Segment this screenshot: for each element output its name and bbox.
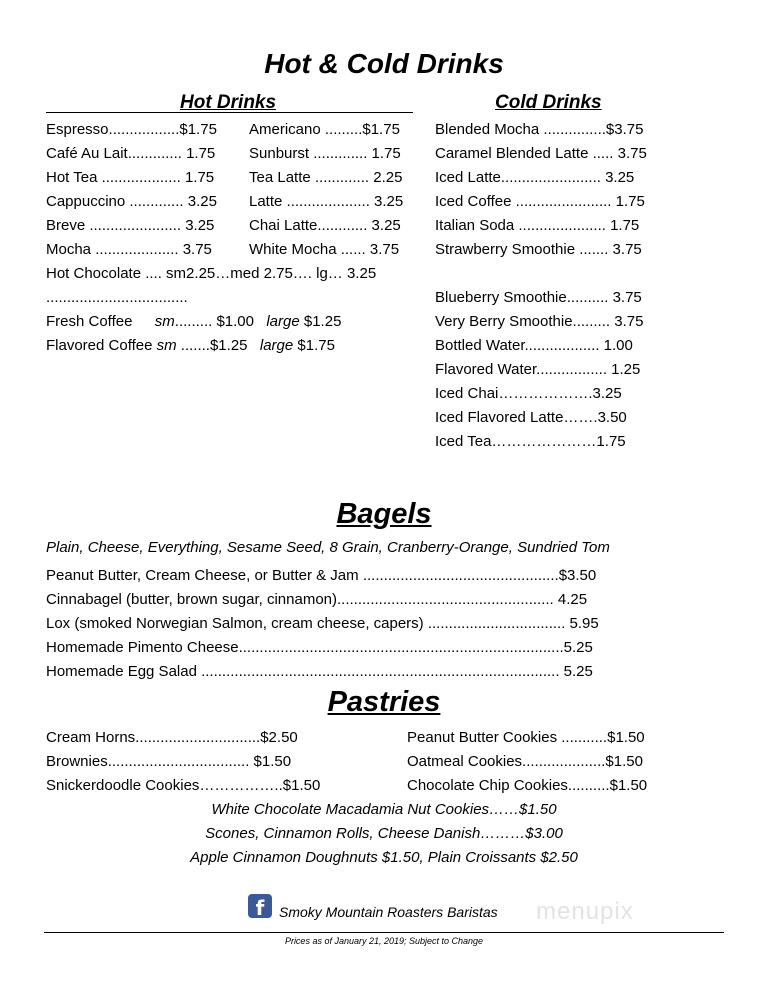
menu-item: Breve ...................... 3.25 xyxy=(46,217,215,234)
watermark-logo: menupix xyxy=(536,898,634,925)
fresh-large-price: $1.25 xyxy=(303,313,342,330)
menu-item: Homemade Pimento Cheese..............................................................................5.25 xyxy=(46,639,593,656)
menu-item: Blueberry Smoothie.......... 3.75 xyxy=(435,289,642,306)
flavored-small-price: .......$1.25 xyxy=(180,337,248,354)
menu-item: Cream Horns..............................$2.50 xyxy=(46,729,298,746)
menu-item: Hot Tea ................... 1.75 xyxy=(46,169,215,186)
pastries-col2 xyxy=(407,726,647,798)
flavored-large-price: $1.75 xyxy=(297,337,335,354)
menu-item: Homemade Egg Salad ...................................................................................... 5.25 xyxy=(46,663,593,680)
pastry-specials xyxy=(0,798,768,870)
special-item: Scones, Cinnamon Rolls, Cheese Danish………$3.00 xyxy=(205,825,563,842)
pastries-col1 xyxy=(46,726,320,798)
cold-drinks-list-2 xyxy=(435,286,643,454)
size-large-label: large xyxy=(259,337,294,354)
cold-drinks-heading: Cold Drinks xyxy=(495,92,602,113)
menu-item: Peanut Butter, Cream Cheese, or Butter & Jam ...............................................$3.50 xyxy=(46,567,597,584)
menu-item: Snickerdoodle Cookies……………..$1.50 xyxy=(46,777,321,794)
menu-item: Oatmeal Cookies....................$1.50 xyxy=(407,753,643,770)
facebook-icon[interactable]: f xyxy=(248,894,272,918)
size-small-label: sm xyxy=(156,337,177,354)
menu-item: Caramel Blended Latte ..... 3.75 xyxy=(435,145,647,162)
menu-item: Very Berry Smoothie......... 3.75 xyxy=(435,313,644,330)
cold-drinks-list-1 xyxy=(435,118,647,262)
bagels-heading: Bagels xyxy=(336,498,432,530)
hot-drinks-col1 xyxy=(46,118,217,262)
menu-item: Iced Coffee ....................... 1.75 xyxy=(435,193,645,210)
menu-item: Peanut Butter Cookies ...........$1.50 xyxy=(407,729,645,746)
menu-item: Iced Flavored Latte…….3.50 xyxy=(435,409,627,426)
pastries-heading: Pastries xyxy=(327,686,441,718)
size-large-label: large xyxy=(266,313,300,330)
size-small-label: sm xyxy=(154,313,175,330)
menu-item: Bottled Water.................. 1.00 xyxy=(435,337,633,354)
menu-item: Brownies.................................. $1.50 xyxy=(46,753,292,770)
brand-name: Smoky Mountain Roasters Baristas xyxy=(279,904,498,920)
menu-item: Lox (smoked Norwegian Salmon, cream cheese, capers) ................................. 5.95 xyxy=(46,615,599,632)
hot-drinks-underline xyxy=(46,112,413,113)
bagel-flavors: Plain, Cheese, Everything, Sesame Seed, 8 Grain, Cranberry-Orange, Sundried Tom xyxy=(46,539,610,556)
menu-item: Italian Soda ..................... 1.75 xyxy=(435,217,640,234)
menu-item: Sunburst ............. 1.75 xyxy=(249,145,401,162)
menu-item: Cappuccino ............. 3.25 xyxy=(46,193,217,210)
menu-item: Blended Mocha ...............$3.75 xyxy=(435,121,644,138)
bagel-list xyxy=(46,564,599,684)
menu-item: Mocha .................... 3.75 xyxy=(46,241,212,258)
special-item: Apple Cinnamon Doughnuts $1.50, Plain Croissants $2.50 xyxy=(190,849,578,866)
fresh-coffee-label: Fresh Coffee xyxy=(46,313,133,330)
menu-item: Americano .........$1.75 xyxy=(249,121,400,138)
menu-item: Iced Chai……………….3.25 xyxy=(435,385,622,402)
menu-item: White Mocha ...... 3.75 xyxy=(249,241,400,258)
flavored-coffee-label: Flavored Coffee xyxy=(46,337,153,354)
hot-chocolate-line: Hot Chocolate .... sm2.25…med 2.75…. lg… 3.25 xyxy=(46,265,377,282)
page-title: Hot & Cold Drinks xyxy=(264,48,504,79)
footer-divider xyxy=(44,932,724,933)
menu-item: Latte .................... 3.25 xyxy=(249,193,404,210)
price-note: Prices as of January 21, 2019; Subject to Change xyxy=(284,936,484,946)
hot-drinks-heading: Hot Drinks xyxy=(180,92,277,113)
dotted-filler: .................................. xyxy=(46,289,188,306)
special-item: White Chocolate Macadamia Nut Cookies……$1.50 xyxy=(211,801,557,818)
fresh-coffee-line xyxy=(46,310,341,334)
menu-item: Espresso.................$1.75 xyxy=(46,121,217,138)
menu-item: Iced Tea…………………1.75 xyxy=(435,433,626,450)
menu-item: Flavored Water................. 1.25 xyxy=(435,361,641,378)
menu-item: Chai Latte............ 3.25 xyxy=(249,217,401,234)
menu-item: Café Au Lait............. 1.75 xyxy=(46,145,216,162)
menu-item: Strawberry Smoothie ....... 3.75 xyxy=(435,241,642,258)
menu-item: Tea Latte ............. 2.25 xyxy=(249,169,403,186)
fresh-small-price: ......... $1.00 xyxy=(174,313,254,330)
hot-drinks-col2 xyxy=(249,118,403,262)
menu-item: Cinnabagel (butter, brown sugar, cinnamon).................................................... 4.25 xyxy=(46,591,588,608)
flavored-coffee-line xyxy=(46,334,335,358)
menu-item: Chocolate Chip Cookies..........$1.50 xyxy=(407,777,648,794)
menu-item: Iced Latte........................ 3.25 xyxy=(435,169,635,186)
